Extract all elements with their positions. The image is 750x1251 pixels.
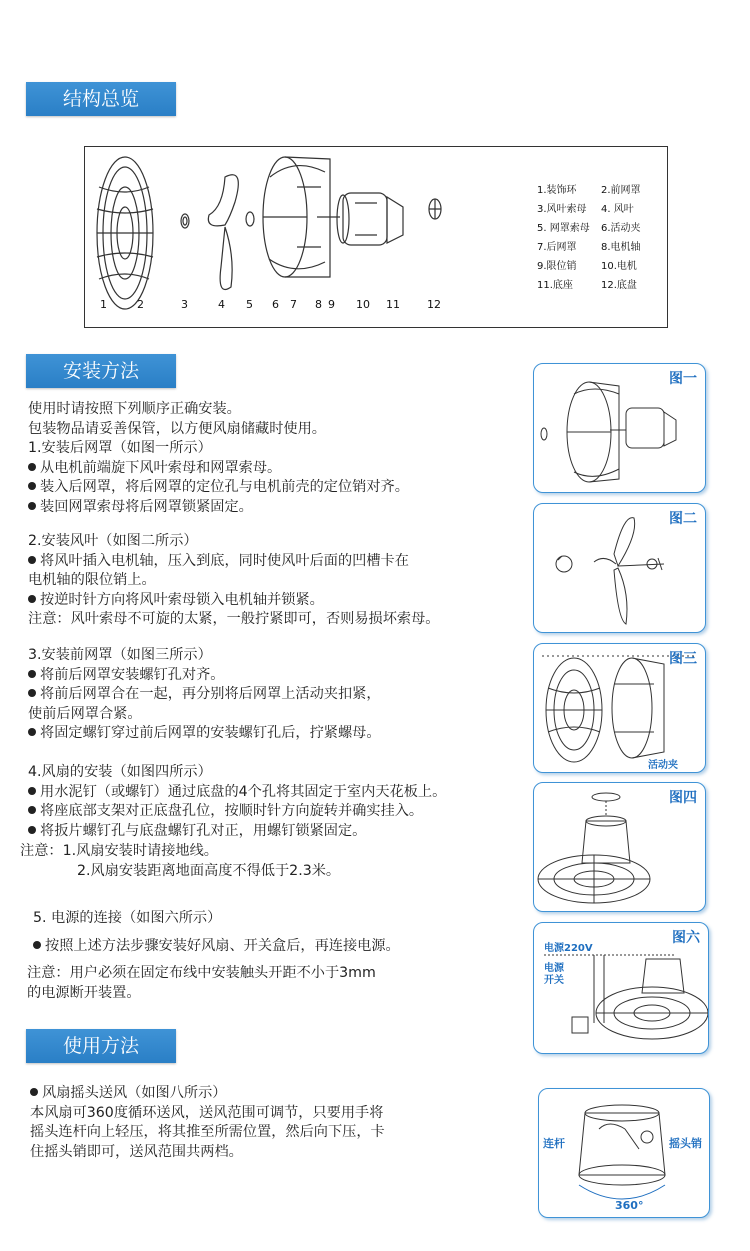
step4-item: 用水泥钉（或螺钉）通过底盘的4个孔将其固定于室内天花板上。 — [28, 783, 446, 803]
section-header-usage: 使用方法 — [26, 1029, 176, 1063]
legend-item: 5. 网罩索母 — [537, 223, 590, 234]
figure-2 — [533, 503, 706, 633]
figure-6-switch-label: 电源 开关 — [544, 963, 564, 986]
section-header-structure: 结构总览 — [26, 82, 176, 116]
part-number: 4 — [218, 298, 225, 311]
section-header-install: 安装方法 — [26, 354, 176, 388]
figure-8-pin-label: 摇头销 — [669, 1137, 702, 1150]
step3-item: 将前后网罩合在一起，再分别将后网罩上活动夹扣紧， — [28, 685, 381, 705]
step1-item: 装入后网罩，将后网罩的定位孔与电机前壳的定位销对齐。 — [28, 478, 409, 498]
step3-item-cont: 使前后网罩合紧。 — [28, 705, 142, 722]
legend-item: 10.电机 — [601, 261, 637, 272]
part-number: 6 — [272, 298, 279, 311]
install-step4 — [28, 763, 446, 841]
install-step3 — [28, 646, 381, 744]
step3-item: 将固定螺钉穿过前后网罩的安装螺钉孔后，拧紧螺母。 — [28, 724, 381, 744]
figure-8 — [538, 1088, 710, 1218]
figure-8-illustration — [539, 1089, 709, 1217]
legend-item: 8.电机轴 — [601, 242, 641, 253]
step3-title: 3.安装前网罩（如图三所示） — [28, 647, 212, 663]
figure-8-angle-label: 360° — [615, 1199, 644, 1212]
step2-item: 按逆时针方向将风叶索母锁入电机轴并锁紧。 — [28, 591, 439, 611]
step5-item: 按照上述方法步骤安装好风扇、开关盒后，再连接电源。 — [33, 937, 400, 957]
parts-legend — [537, 181, 665, 295]
step2-note: 注意：风叶索母不可旋的太紧，一般拧紧即可，否则易损坏索母。 — [28, 611, 440, 628]
step5-title: 5. 电源的连接（如图六所示） — [33, 910, 222, 926]
usage-text — [30, 1084, 385, 1162]
step5-note: 注意：用户必须在固定布线中安装触头开距不小于3mm 的电源断开装置。 — [27, 965, 376, 1001]
legend-item: 9.限位销 — [537, 261, 577, 272]
figure-3 — [533, 643, 706, 773]
install-step2 — [28, 532, 439, 630]
legend-item: 4. 风叶 — [601, 204, 634, 215]
step4-title: 4.风扇的安装（如图四所示） — [28, 764, 212, 780]
part-number: 2 — [137, 298, 144, 311]
usage-title: 风扇摇头送风（如图八所示） — [30, 1084, 385, 1104]
figure-8-rod-label: 连杆 — [543, 1137, 565, 1150]
legend-item: 3.风叶索母 — [537, 204, 587, 215]
part-number: 5 — [246, 298, 253, 311]
step4-item: 将座底部支架对正底盘孔位，按顺时针方向旋转并确实挂入。 — [28, 802, 446, 822]
part-number: 9 — [328, 298, 335, 311]
part-number: 10 — [356, 298, 370, 311]
figure-1-label: 图一 — [669, 371, 697, 387]
usage-line: 住摇头销即可，送风范围共两档。 — [30, 1143, 243, 1160]
figure-3-label: 图三 — [669, 651, 697, 667]
part-number: 1 — [100, 298, 107, 311]
step2-title: 2.安装风叶（如图二所示） — [28, 533, 198, 549]
step4-note1: 注意：1.风扇安装时请接地线。 — [20, 843, 218, 859]
step1-item: 从电机前端旋下风叶索母和网罩索母。 — [28, 459, 409, 479]
step4-note2: 2.风扇安装距离地面高度不得低于2.3米。 — [77, 863, 341, 879]
figure-6-label: 图六 — [672, 930, 700, 946]
legend-item: 6.活动夹 — [601, 223, 641, 234]
usage-line: 摇头连杆向上轻压，将其推至所需位置，然后向下压，卡 — [30, 1124, 385, 1141]
figure-3-clip-label: 活动夹 — [648, 760, 678, 771]
intro-line: 使用时请按照下列顺序正确安装。 — [28, 401, 241, 417]
figure-4 — [533, 782, 706, 912]
figure-6-power-label: 电源220V — [544, 943, 593, 954]
part-number: 7 — [290, 298, 297, 311]
step2-item: 将风叶插入电机轴，压入到底，同时使风叶后面的凹槽卡在 — [28, 552, 439, 572]
legend-item: 11.底座 — [537, 280, 573, 291]
part-number: 11 — [386, 298, 400, 311]
exploded-parts-illustration — [85, 147, 525, 325]
part-number: 12 — [427, 298, 441, 311]
figure-4-label: 图四 — [669, 790, 697, 806]
step3-item: 将前后网罩安装螺钉孔对齐。 — [28, 666, 381, 686]
step1-title: 1.安装后网罩（如图一所示） — [28, 440, 212, 457]
install-intro — [28, 400, 409, 518]
usage-line: 本风扇可360度循环送风，送风范围可调节，只要用手将 — [30, 1104, 384, 1121]
step1-item: 装回网罩索母将后网罩锁紧固定。 — [28, 498, 409, 518]
legend-item: 12.底盘 — [601, 280, 637, 291]
legend-item: 2.前网罩 — [601, 185, 641, 196]
intro-line: 包装物品请妥善保管，以方便风扇储藏时使用。 — [28, 420, 326, 437]
part-number: 3 — [181, 298, 188, 311]
part-number: 8 — [315, 298, 322, 311]
legend-item: 1.装饰环 — [537, 185, 577, 196]
step4-item: 将扳片螺钉孔与底盘螺钉孔对正，用螺钉锁紧固定。 — [28, 822, 446, 842]
legend-item: 7.后网罩 — [537, 242, 577, 253]
figure-2-label: 图二 — [669, 511, 697, 527]
figure-1 — [533, 363, 706, 493]
figure-6 — [533, 922, 709, 1054]
step2-item-cont: 电机轴的限位销上。 — [28, 572, 156, 589]
exploded-view-diagram — [84, 146, 668, 328]
